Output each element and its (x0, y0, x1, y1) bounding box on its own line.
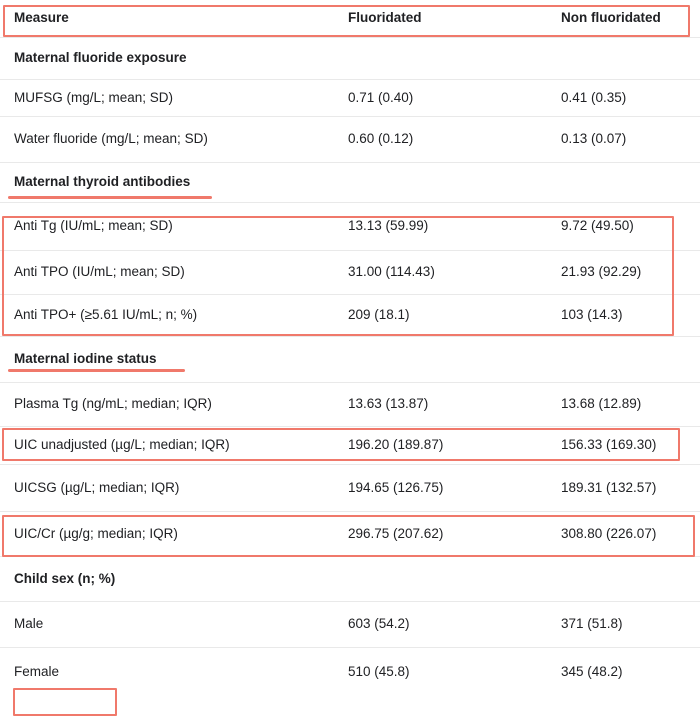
table-row (0, 80, 700, 117)
column-header-measure: Measure (14, 10, 69, 26)
row-non-fluoridated-value: 189.31 (132.57) (561, 479, 657, 495)
row-non-fluoridated-value: 345 (48.2) (561, 664, 623, 680)
row-non-fluoridated-value: 103 (14.3) (561, 307, 623, 323)
row-non-fluoridated-value: 156.33 (169.30) (561, 437, 657, 453)
row-fluoridated-value: 603 (54.2) (348, 616, 410, 632)
column-header-fluoridated: Fluoridated (348, 10, 422, 26)
row-measure-label: MUFSG (mg/L; mean; SD) (14, 89, 174, 105)
row-measure-label: Plasma Tg (ng/mL; median; IQR) (14, 396, 212, 412)
table-row (0, 602, 700, 648)
row-fluoridated-value: 196.20 (189.87) (348, 437, 444, 453)
table-row (0, 427, 700, 465)
row-measure-label: Water fluoride (mg/L; mean; SD) (14, 131, 208, 147)
table-header-row (0, 0, 700, 38)
row-non-fluoridated-value: 0.41 (0.35) (561, 89, 627, 105)
row-fluoridated-value: 13.13 (59.99) (348, 218, 429, 234)
table-body (0, 38, 700, 697)
row-measure-label: Child sex (n; %) (14, 570, 116, 586)
table-row (0, 383, 700, 427)
row-non-fluoridated-value: 9.72 (49.50) (561, 218, 634, 234)
row-fluoridated-value: 296.75 (207.62) (348, 525, 444, 541)
row-measure-label: Male (14, 616, 44, 632)
row-measure-label: UIC unadjusted (µg/L; median; IQR) (14, 437, 230, 453)
row-measure-label: Female (14, 664, 60, 680)
table-row (0, 512, 700, 557)
row-non-fluoridated-value: 371 (51.8) (561, 616, 623, 632)
row-fluoridated-value: 0.60 (0.12) (348, 131, 414, 147)
row-fluoridated-value: 510 (45.8) (348, 664, 410, 680)
table-row (0, 295, 700, 337)
table-row (0, 648, 700, 697)
row-fluoridated-value: 31.00 (114.43) (348, 264, 435, 280)
row-fluoridated-value: 194.65 (126.75) (348, 479, 444, 495)
table-row (0, 465, 700, 512)
row-measure-label: Maternal fluoride exposure (14, 50, 187, 66)
row-non-fluoridated-value: 13.68 (12.89) (561, 396, 642, 412)
section-header-row (0, 337, 700, 383)
row-measure-label: Anti TPO (IU/mL; mean; SD) (14, 264, 185, 280)
section-header-row (0, 557, 700, 602)
row-non-fluoridated-value: 308.80 (226.07) (561, 525, 657, 541)
table-row (0, 203, 700, 251)
row-measure-label: Anti Tg (IU/mL; mean; SD) (14, 218, 173, 234)
row-fluoridated-value: 209 (18.1) (348, 307, 410, 323)
row-measure-label: UICSG (µg/L; median; IQR) (14, 479, 180, 495)
row-measure-label: Maternal thyroid antibodies (14, 174, 191, 190)
row-non-fluoridated-value: 0.13 (0.07) (561, 131, 627, 147)
row-measure-label: Maternal iodine status (14, 351, 157, 367)
row-measure-label: UIC/Cr (µg/g; median; IQR) (14, 525, 178, 541)
row-fluoridated-value: 0.71 (0.40) (348, 89, 414, 105)
table-row (0, 117, 700, 163)
table-row (0, 251, 700, 295)
column-header-non-fluoridated: Non fluoridated (561, 10, 661, 26)
section-header-row (0, 38, 700, 80)
row-non-fluoridated-value: 21.93 (92.29) (561, 264, 642, 280)
row-measure-label: Anti TPO+ (≥5.61 IU/mL; n; %) (14, 307, 198, 323)
row-fluoridated-value: 13.63 (13.87) (348, 396, 429, 412)
section-header-row (0, 163, 700, 203)
